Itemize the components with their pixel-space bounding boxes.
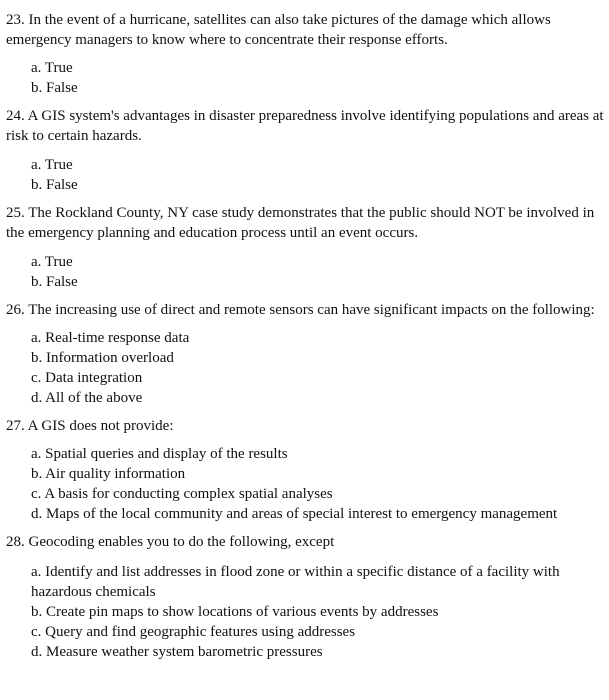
question-26 — [6, 300, 605, 408]
option-d[interactable]: d. All of the above — [31, 390, 143, 406]
option-a[interactable]: a. True — [31, 60, 73, 76]
answer-options — [6, 328, 605, 408]
option-b[interactable]: b. False — [31, 274, 78, 290]
option-c[interactable]: c. A basis for conducting complex spatial analyses — [31, 486, 333, 502]
option-b[interactable]: b. Air quality information — [31, 466, 186, 482]
question-23 — [6, 10, 605, 98]
option-b[interactable]: b. Create pin maps to show locations of various events by addresses — [31, 604, 439, 620]
option-a[interactable]: a. Real-time response data — [31, 330, 190, 346]
option-a[interactable]: a. Spatial queries and display of the results — [31, 446, 288, 462]
question-text: 26. The increasing use of direct and remote sensors can have significant impacts on the following: — [6, 302, 595, 318]
option-c[interactable]: c. Query and find geographic features using addresses — [31, 624, 356, 640]
answer-options — [6, 58, 605, 98]
question-text: 27. A GIS does not provide: — [6, 418, 174, 434]
option-b[interactable]: b. False — [31, 80, 78, 96]
option-a[interactable]: a. True — [31, 157, 73, 173]
question-text: 24. A GIS system's advantages in disaster preparedness involve identifying populations and areas at risk to certain hazards. — [6, 108, 604, 144]
question-text: 23. In the event of a hurricane, satellites can also take pictures of the damage which allows emergency managers to know where to concentrate their response efforts. — [6, 12, 551, 48]
option-d[interactable]: d. Measure weather system barometric pressures — [31, 644, 323, 660]
option-d[interactable]: d. Maps of the local community and areas of special interest to emergency management — [31, 506, 558, 522]
question-25 — [6, 203, 605, 292]
option-b[interactable]: b. False — [31, 177, 78, 193]
option-c[interactable]: c. Data integration — [31, 370, 143, 386]
question-text: 25. The Rockland County, NY case study demonstrates that the public should NOT be involved in the emergency planning and education process until an event occurs. — [6, 205, 595, 241]
question-24 — [6, 106, 605, 195]
option-a[interactable]: a. True — [31, 254, 73, 270]
answer-options — [6, 562, 605, 662]
answer-options — [6, 155, 605, 195]
question-text: 28. Geocoding enables you to do the following, except — [6, 534, 335, 550]
option-a[interactable]: a. Identify and list addresses in flood zone or within a specific distance of a facility with hazardous chemicals — [31, 564, 560, 600]
question-27 — [6, 416, 605, 524]
answer-options — [6, 252, 605, 292]
question-28 — [6, 532, 605, 662]
answer-options — [6, 444, 605, 524]
option-b[interactable]: b. Information overload — [31, 350, 174, 366]
